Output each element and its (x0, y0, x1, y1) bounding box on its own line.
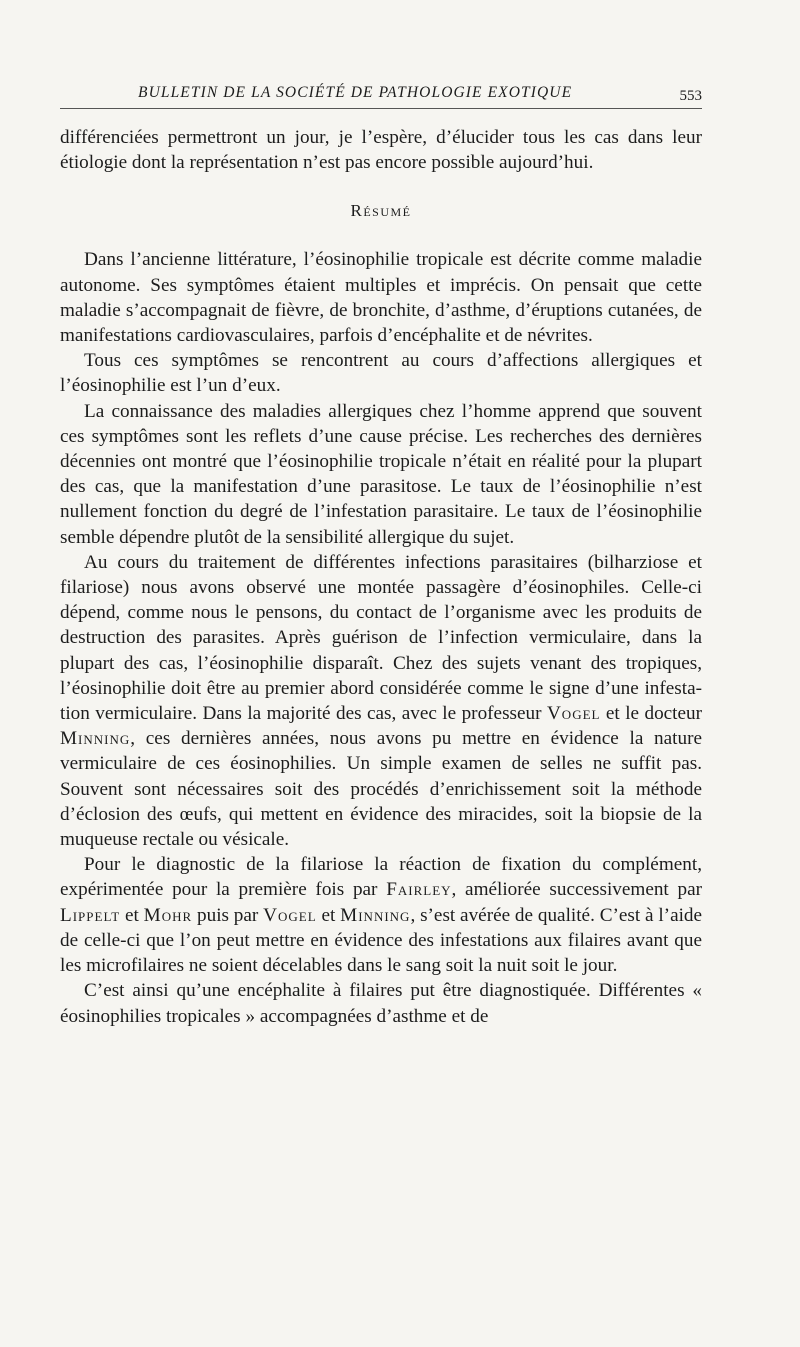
paragraph-text: , s’est avérée de qualité. C’est à l’aide de celle-ci que l’on peut mettre en évidence des infestations aux filaires avant que les microfilaires ne soient décelables dans le sang soit la nuit soit le jour. (60, 904, 703, 977)
author-name: Vogel (263, 904, 317, 926)
paragraph-text: et (321, 904, 336, 926)
intro-paragraph: différenciées permettront un jour, je l’espère, d’élucider tous les cas dans leur étiologie dont la représentation n’est pas encore possible aujourd’hui. (60, 127, 702, 174)
author-name: Minning (60, 728, 131, 750)
paragraph-text: puis par (197, 904, 259, 926)
author-name: Mohr (143, 904, 193, 926)
running-header (60, 80, 702, 109)
section-heading-resume: Résumé (350, 201, 412, 221)
author-name: Minning (340, 904, 411, 926)
paragraph-text: , améliorée successivement par (451, 879, 702, 901)
resume-paragraph-3: La connaissance des maladies allergiques chez l’homme apprend que souvent ces symptômes sont les reflets d’une cause précise. Les recherches des dernières décennies ont montré que l’éosinophilie tropicale n’était en réalité pour la plupart des cas, que la manifestation d’une parasitose. Le taux de l’éosinophilie n’est nullement fonction du degré de l’infestation parasitaire. Le taux de l’éosinophilie semble dépendre plutôt de la sensibilité allergique du sujet. (60, 400, 702, 548)
paragraph-text: et le docteur (605, 703, 703, 725)
paragraph-text: Pour le diagnostic de la filariose la réaction de fixation du complément, expérimentée pour la première fois par (60, 854, 702, 901)
author-name: Lippelt (60, 904, 121, 926)
paragraph-text: et (124, 904, 139, 926)
resume-paragraph-5 (60, 852, 702, 978)
resume-paragraph-1: Dans l’ancienne littérature, l’éosinophilie tropicale est décrite comme maladie autonome. Ses symptômes étaient multiples et imprécis. On pensait que cette maladie s’accompagnait de fièvre, de bronchite, d’asthme, d’éruptions cutanées, de manifestations cardiovasculaires, parfois d’encéphalite et de névrites. (60, 249, 702, 347)
page-number: 553 (679, 88, 702, 104)
resume-paragraph-6: C’est ainsi qu’une encéphalite à filaires put être diagnostiquée. Différentes « éosinophilies tropicales » accompagnées d’asthme et de (60, 980, 702, 1027)
paragraph-text: , ces dernières années, nous avons pu mettre en évidence la nature vermiculaire de ces éosinophilies. Un simple examen de selles ne suffit pas. Souvent sont nécessaires soit des procédés d’enrichissement soit la méthode d’éclosion des œufs, qui mettent en évidence des miracides, soit la biopsie de la muqueuse rectale ou vésicale. (60, 728, 702, 851)
resume-paragraph-2: Tous ces symptômes se rencontrent au cours d’affections allergiques et l’éosinophilie est l’un d’eux. (60, 350, 702, 397)
paragraph-text: Au cours du traitement de différentes infections parasitaires (bilharziose et filariose) nous avons observé une montée passagère d’éosinophiles. Celle-ci dépend, comme nous le pensons, du contact de l’organisme avec les produits de destruction des parasites. Après guérison de l’infection vermiculaire, dans la plupart des cas, l’éosinophilie disparaît. Chez des sujets venant des tropiques, l’éosinophilie doit être au premier abord considérée comme le signe d’une infestation vermiculaire. Dans la majorité des cas, avec le professeur (60, 551, 702, 725)
author-name: Fairley (386, 879, 452, 901)
journal-page (60, 80, 702, 1029)
resume-paragraph-4 (60, 550, 702, 852)
author-name: Vogel (546, 703, 601, 725)
journal-title: BULLETIN DE LA SOCIÉTÉ DE PATHOLOGIE EXOTIQUE (138, 84, 573, 101)
article-body (60, 125, 702, 1029)
